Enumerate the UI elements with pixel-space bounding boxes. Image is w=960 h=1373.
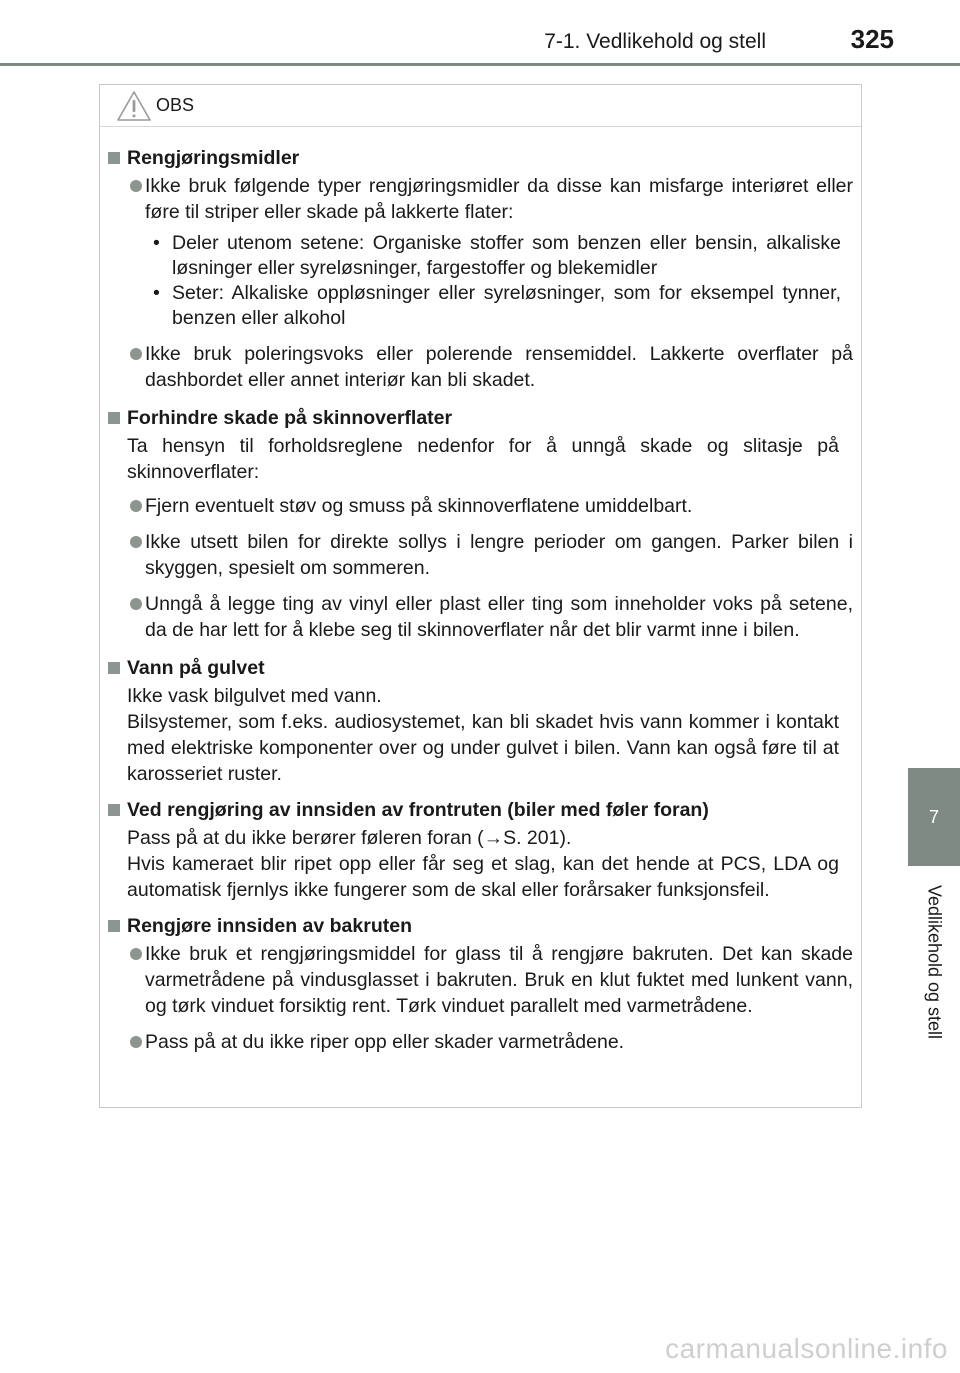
section-heading: Rengjøringsmidler <box>108 143 853 173</box>
section-bakruten <box>108 911 853 1055</box>
section-frontruten <box>108 795 853 903</box>
section-rengjoringsmidler <box>108 143 853 393</box>
page-header <box>0 0 960 70</box>
watermark: carmanualsonline.info <box>665 1333 948 1364</box>
section-heading: Vann på gulvet <box>108 653 853 683</box>
circle-bullet-icon <box>130 500 142 512</box>
circle-bullet-icon <box>130 598 142 610</box>
circle-bullet-icon <box>130 348 142 360</box>
list-item: Ikke bruk poleringsvoks eller polerende rensemiddel. Lakkerte overflater på dashbordet eller annet interiør kan bli skadet. <box>108 341 853 393</box>
paragraph: Hvis kameraet blir ripet opp eller får seg et slag, kan det hende at PCS, LDA og automatisk fjernlys ikke fungerer som de skal eller forårsaker funksjonsfeil. <box>127 853 839 901</box>
chapter-tab <box>908 768 960 866</box>
paragraph: Bilsystemer, som f.eks. audiosystemet, kan bli skadet hvis vann kommer i kontakt med elektriske komponenter over og under gulvet i bilen. Vann kan også føre til at karosseriet ruster. <box>127 711 839 785</box>
square-bullet-icon <box>108 804 120 816</box>
paragraph: Pass på at du ikke berører føleren foran (→S. 201). <box>127 827 572 849</box>
circle-bullet-icon <box>130 948 142 960</box>
header-rule <box>0 63 960 66</box>
list-item: Pass på at du ikke riper opp eller skader varmetrådene. <box>108 1029 853 1055</box>
square-bullet-icon <box>108 412 120 424</box>
chapter-number: 7 <box>928 806 939 827</box>
square-bullet-icon <box>108 920 120 932</box>
section-title: 7-1. Vedlikehold og stell <box>544 30 766 53</box>
paragraph: Ta hensyn til forholdsreglene nedenfor for å unngå skade og slitasje på skinnoverflater: <box>127 435 839 483</box>
circle-bullet-icon <box>130 1036 142 1048</box>
list-item: Ikke utsett bilen for direkte sollys i lengre perioder om gangen. Parker bilen i skyggen, spesielt om sommeren. <box>108 529 853 581</box>
section-heading: Forhindre skade på skinnoverflater <box>108 403 853 433</box>
list-item: Ikke bruk et rengjøringsmiddel for glass til å rengjøre bakruten. Det kan skade varmetrådene på vindusglasset i bakruten. Bruk en klut fuktet med lunkent vann, og tørk vinduet forsiktig rent. Tørk vinduet parallelt med varmetrådene. <box>108 941 853 1019</box>
circle-bullet-icon <box>130 180 142 192</box>
circle-bullet-icon <box>130 536 142 548</box>
dot-bullet-icon: • <box>153 282 160 304</box>
obs-notice-box <box>99 84 862 1108</box>
section-skinnoverflater <box>108 403 853 643</box>
square-bullet-icon <box>108 662 120 674</box>
chapter-label: Vedlikehold og stell <box>924 884 945 1040</box>
list-item: Unngå å legge ting av vinyl eller plast eller ting som inneholder voks på setene, da de har lett for å klebe seg til skinnoverflater når det blir varmt inne i bilen. <box>108 591 853 643</box>
section-heading: Ved rengjøring av innsiden av frontruten (biler med føler foran) <box>108 795 853 825</box>
list-item: Fjern eventuelt støv og smuss på skinnoverflatene umiddelbart. <box>108 493 853 519</box>
page-number: 325 <box>850 24 894 54</box>
section-vann-pa-gulvet <box>108 653 853 787</box>
paragraph: Ikke vask bilgulvet med vann. <box>127 685 382 707</box>
obs-content <box>100 127 861 1055</box>
square-bullet-icon <box>108 152 120 164</box>
sub-list-item: • Seter: Alkaliske oppløsninger eller syreløsninger, som for eksempel tynner, benzen eller alkohol <box>153 282 841 329</box>
section-heading: Rengjøre innsiden av bakruten <box>108 911 853 941</box>
sub-list-item: • Deler utenom setene: Organiske stoffer som benzen eller bensin, alkaliske løsninger eller syreløsninger, fargestoffer og blekemidler <box>153 232 841 279</box>
list-item: Ikke bruk følgende typer rengjøringsmidler da disse kan misfarge interiøret eller føre til striper eller skade på lakkerte flater: • Deler utenom setene: Organiske stoffer som benzen eller bensin, alkaliske løsninger eller syreløsninger, fargestoffer og blekemidler • Seter: Alkaliske oppløsninger eller syreløsninger, som for eksempel tynner, benzen eller alkohol <box>108 173 853 331</box>
sub-list <box>108 231 853 331</box>
obs-label: OBS <box>156 95 195 115</box>
obs-header <box>100 85 861 127</box>
warning-triangle-icon <box>116 89 152 123</box>
dot-bullet-icon: • <box>153 232 160 254</box>
